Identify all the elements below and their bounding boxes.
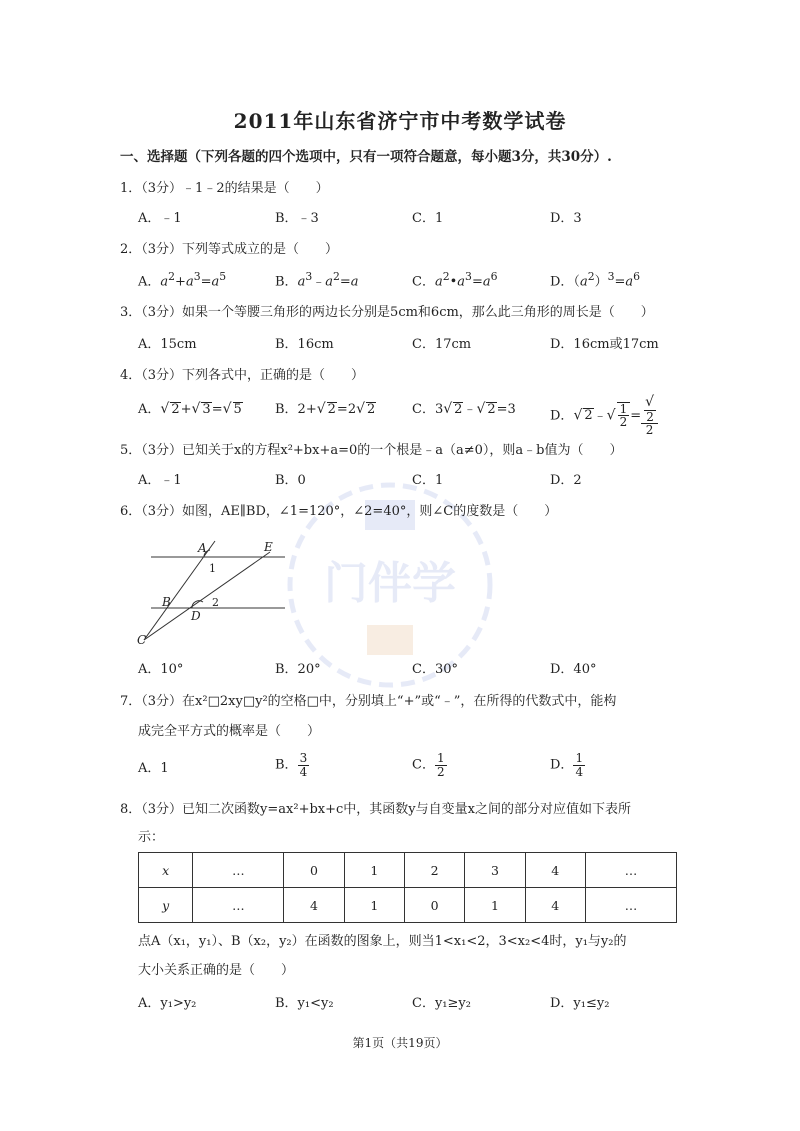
label-a: A [198,541,207,555]
q3-option-a[interactable]: A．15cm [138,337,197,352]
table-cell: x [139,853,193,888]
table-cell: 1 [344,853,404,888]
q8-option-a[interactable]: A．y₁>y₂ [138,996,197,1011]
q7-option-d[interactable]: D． $\frac{1}{4}$ [550,751,584,779]
label-c: C [137,633,147,647]
q1-option-c[interactable]: C．1 [412,211,444,226]
label-1: 1 [209,562,216,575]
q5-option-d[interactable]: D．2 [550,473,582,488]
q2-option-d[interactable]: D．$(a^2)^3=a^6$ [550,270,641,290]
label-b: B [162,595,171,609]
question-5-stem: 5．（3分）已知关于x的方程x²+bx+a=0的一个根是﹣a（a≠0），则a﹣b值为（ ） [120,443,623,458]
table-cell: 4 [525,853,585,888]
q3-option-d[interactable]: D．16cm或17cm [550,337,659,352]
q3-option-b[interactable]: B．16cm [275,337,334,352]
question-8-stem-line1: 8．（3分）已知二次函数y=ax²+bx+c中，其函数y与自变量x之间的部分对应值如下表所 [120,802,631,817]
q4-option-d[interactable]: D．√ 2﹣√ $\frac{1}{2}$ = √ 2 2 [550,395,658,437]
table-cell: 1 [465,888,525,923]
q7-option-a[interactable]: A．1 [138,761,169,776]
table-cell: 3 [465,853,525,888]
angle-2-arc [192,601,203,608]
q5-option-a[interactable]: A．﹣1 [138,473,182,488]
question-4-stem: 4．（3分）下列各式中，正确的是（ ） [120,368,365,383]
watermark-text: 门伴学 [324,558,456,609]
q1-option-d[interactable]: D．3 [550,211,582,226]
table-row-y [139,888,677,923]
label-2: 2 [212,596,219,609]
q2-option-c[interactable]: C．$a^2•a^3=a^6$ [412,270,498,290]
question-8-stem-line2: 示： [138,830,165,845]
question-8-continued-line1: 点A（x₁，y₁）、B（x₂，y₂）在函数的图象上，则当1<x₁<2，3<x₂<4时，y₁与y₂的 [138,934,627,949]
q4-option-b[interactable]: B．2+√ 2=2√ 2 [275,401,376,417]
q6-option-d[interactable]: D．40° [550,662,597,677]
table-cell: … [585,888,676,923]
table-cell: … [193,853,284,888]
table-cell: 2 [404,853,464,888]
q1-option-a[interactable]: A．﹣1 [138,211,182,226]
table-cell: … [585,853,676,888]
q5-option-b[interactable]: B．0 [275,473,306,488]
table-cell: 1 [344,888,404,923]
q6-option-c[interactable]: C．30° [412,662,458,677]
geometry-figure [135,536,295,648]
q4-option-a[interactable]: A．√ 2+√ 3=√ 5 [138,401,242,417]
q6-option-a[interactable]: A．10° [138,662,184,677]
table-cell: 4 [525,888,585,923]
q2-option-b[interactable]: B．$a^3﹣a^2=a$ [275,270,359,290]
table-cell: … [193,888,284,923]
table-cell: 4 [284,888,344,923]
section-heading: 一、选择题（下列各题的四个选项中，只有一项符合题意，每小题3分，共30分）. [120,149,612,165]
question-6-stem: 6．（3分）如图，AE∥BD，∠1=120°，∠2=40°，则∠C的度数是（ ） [120,504,558,519]
table-row-x [139,853,677,888]
question-2-stem: 2．（3分）下列等式成立的是（ ） [120,242,339,257]
q7-option-b[interactable]: B． $\frac{3}{4}$ [275,751,308,779]
question-8-continued-line2: 大小关系正确的是（ ） [138,963,295,978]
q5-option-c[interactable]: C．1 [412,473,444,488]
q7-option-c[interactable]: C． $\frac{1}{2}$ [412,751,445,779]
table-cell: 0 [404,888,464,923]
label-e: E [264,540,273,554]
q3-option-c[interactable]: C．17cm [412,337,472,352]
q2-option-a[interactable]: A．$a^2+a^3=a^5$ [138,270,227,290]
page-footer: 第1页（共19页） [352,1036,448,1050]
q8-option-c[interactable]: C．y₁≥y₂ [412,996,471,1011]
table-cell: 0 [284,853,344,888]
question-7-stem-line2: 成完全平方式的概率是（ ） [138,724,321,739]
q4-option-c[interactable]: C．3√ 2﹣√ 2=3 [412,401,516,417]
q8-option-d[interactable]: D．y₁≤y₂ [550,996,610,1011]
q1-option-b[interactable]: B．﹣3 [275,211,319,226]
table-cell: y [139,888,193,923]
label-d: D [191,609,201,623]
value-table [138,852,677,923]
q8-option-b[interactable]: B．y₁<y₂ [275,996,334,1011]
question-1-stem: 1．（3分）﹣1﹣2的结果是（ ） [120,181,329,196]
page-title: 2011年山东省济宁市中考数学试卷 [233,109,567,133]
question-7-stem-line1: 7．（3分）在x²□2xy□y²的空格□中，分别填上“+”或“﹣”，在所得的代数式中，能构 [120,694,617,709]
question-3-stem: 3．（3分）如果一个等腰三角形的两边长分别是5cm和6cm，那么此三角形的周长是（ ） [120,305,654,320]
q6-option-b[interactable]: B．20° [275,662,321,677]
